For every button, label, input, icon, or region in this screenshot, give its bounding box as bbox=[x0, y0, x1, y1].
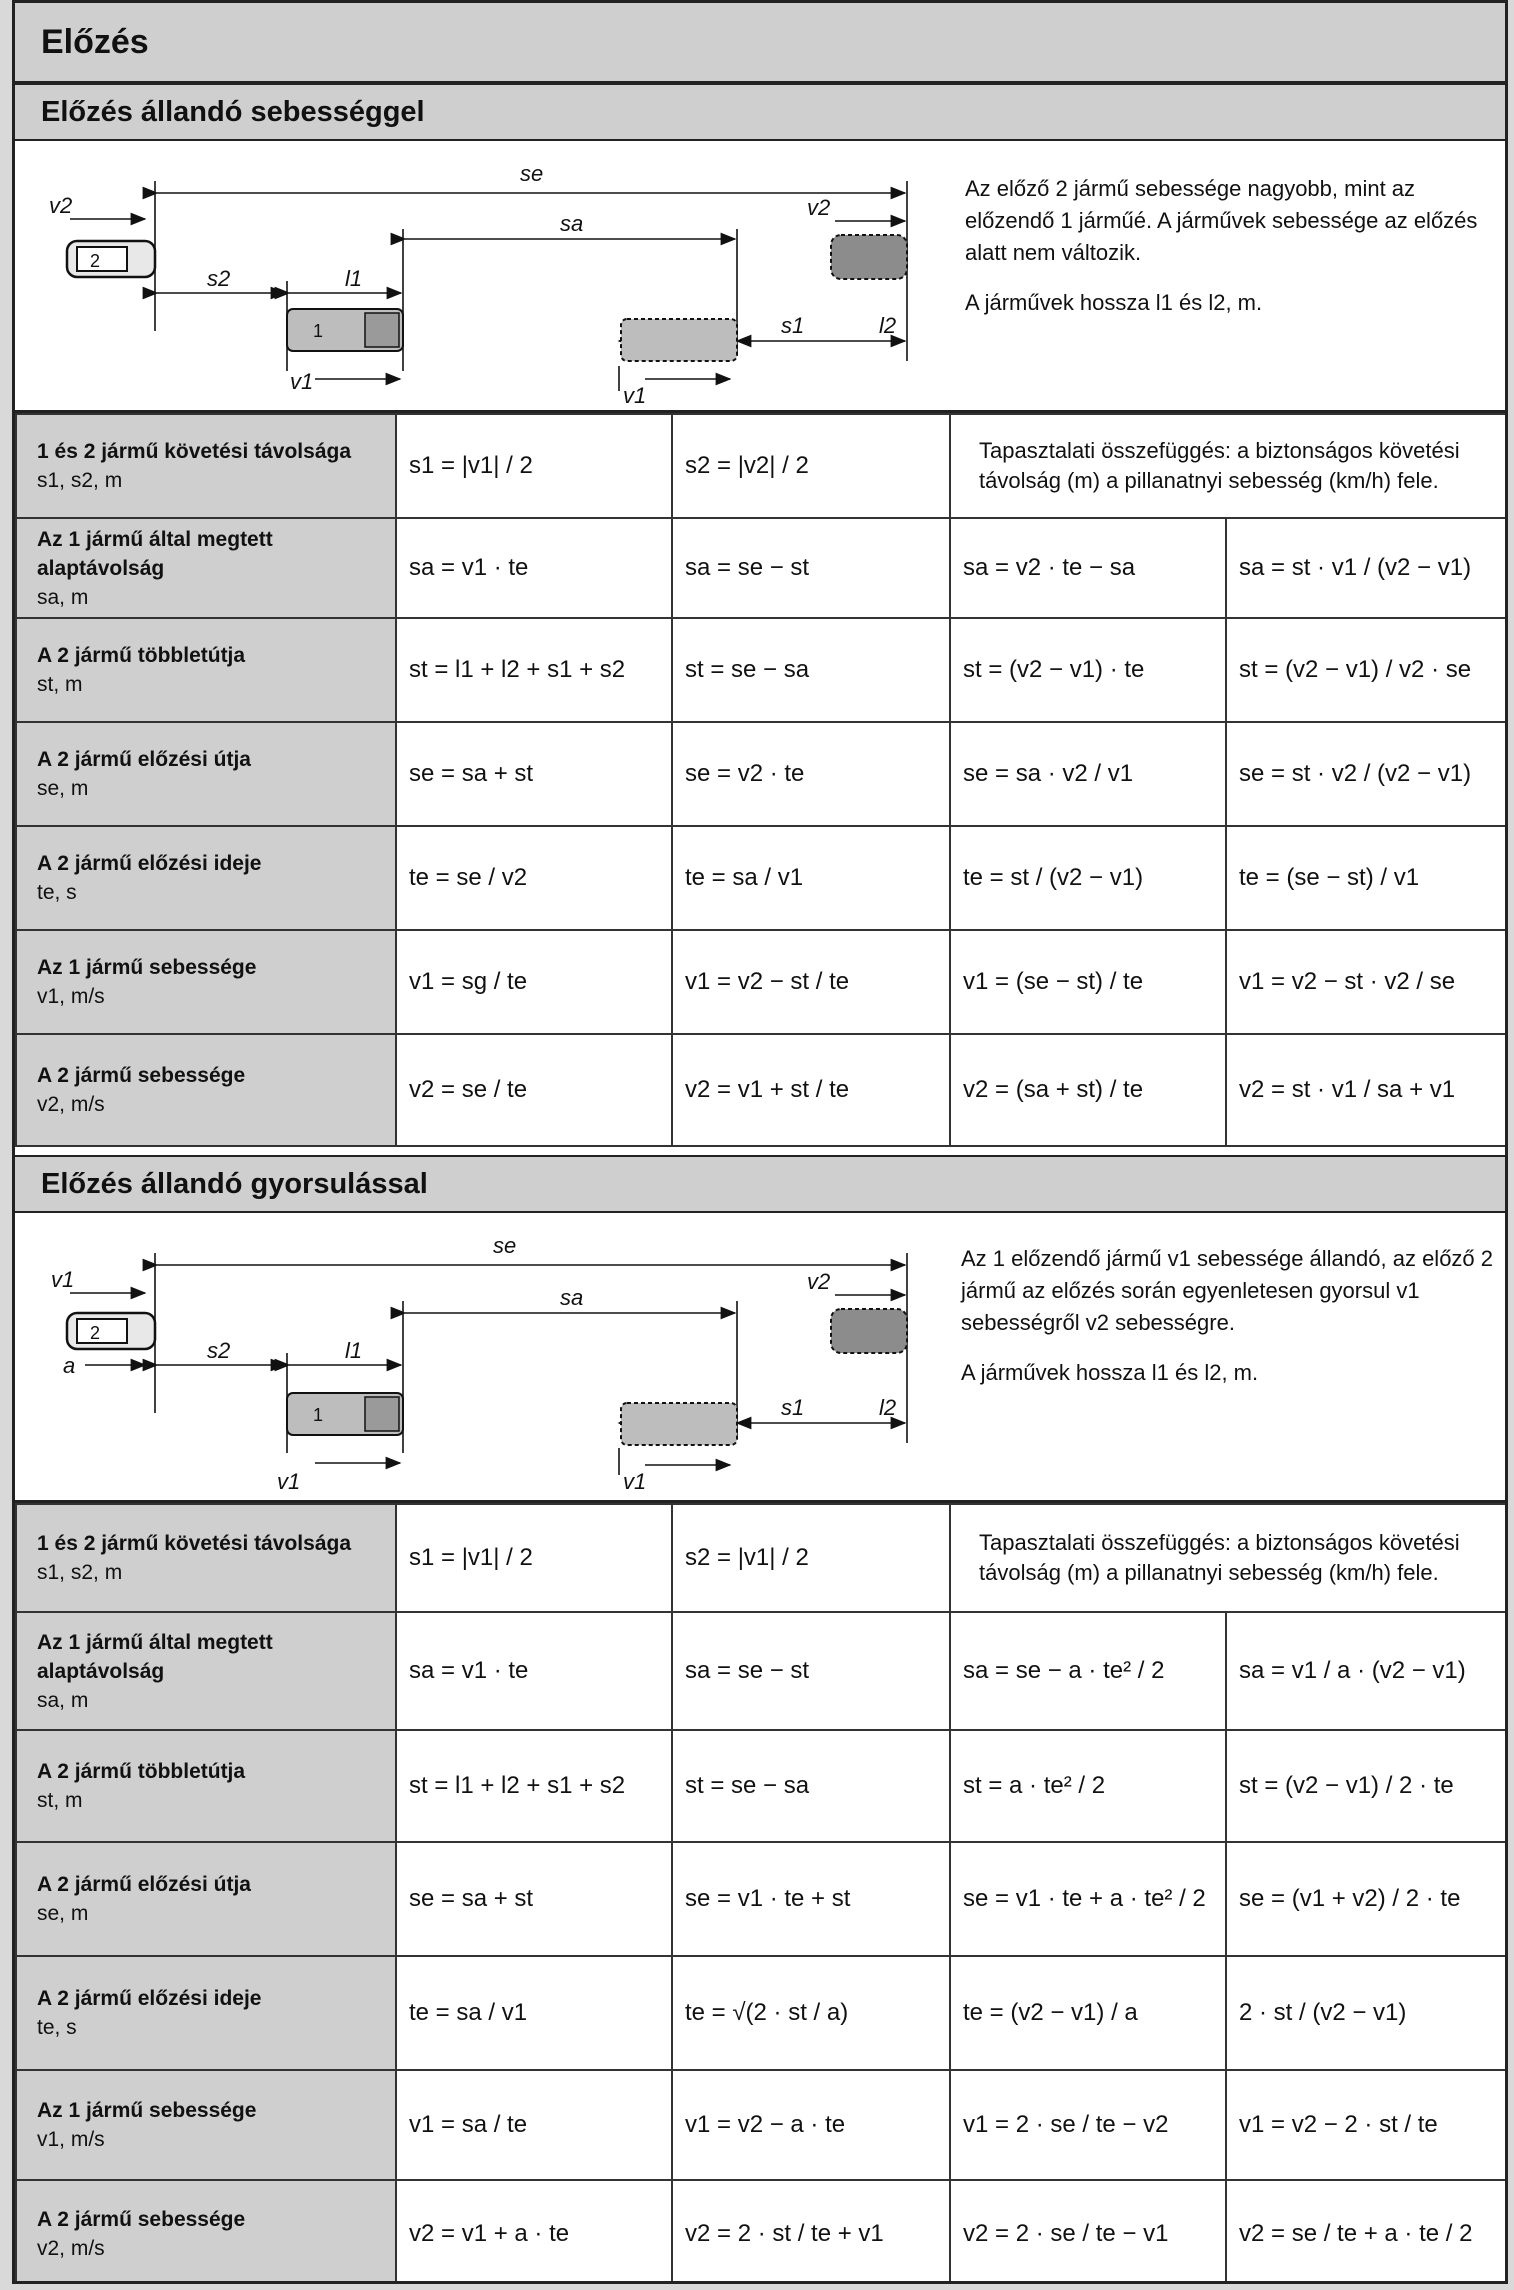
quantity-name: A 2 jármű többletútja bbox=[37, 1760, 246, 1783]
label-v2-2: v2 bbox=[807, 1269, 831, 1294]
document-page bbox=[12, 0, 1508, 2284]
formula: st = se − sa bbox=[685, 1772, 810, 1799]
label-s2: s2 bbox=[207, 266, 231, 291]
row-label bbox=[16, 930, 396, 1034]
formula: st = (v2 − v1) · te bbox=[963, 656, 1145, 683]
quantity-name: A 2 jármű előzési ideje bbox=[37, 852, 262, 875]
formula: v1 = 2 · se / te − v2 bbox=[963, 2111, 1169, 2138]
formula-row bbox=[16, 826, 1508, 930]
formula-cell bbox=[1226, 518, 1508, 618]
formula: s1 = |v1| / 2 bbox=[409, 1544, 533, 1571]
row-label bbox=[16, 722, 396, 826]
formula-cell bbox=[1226, 2180, 1508, 2284]
formula-cell bbox=[672, 722, 950, 826]
quantity-name: A 2 jármű előzési útja bbox=[37, 1873, 251, 1896]
formula: se = (v1 + v2) / 2 · te bbox=[1239, 1885, 1461, 1912]
formula-cell bbox=[950, 2180, 1226, 2284]
formula-cell bbox=[1226, 1842, 1508, 1956]
formula-cell bbox=[1226, 618, 1508, 722]
formula-row bbox=[16, 618, 1508, 722]
quantity-unit: se, m bbox=[37, 1902, 89, 1925]
label-s1: s1 bbox=[781, 313, 805, 338]
overtaking-diagram-1 bbox=[15, 141, 955, 411]
quantity-name: 1 és 2 jármű követési távolsága bbox=[37, 440, 352, 463]
formula-cell bbox=[672, 414, 950, 518]
label-se: se bbox=[520, 161, 544, 186]
formula: te = (v2 − v1) / a bbox=[963, 1999, 1138, 2026]
section1-description bbox=[965, 173, 1485, 337]
formula-cell bbox=[950, 2070, 1226, 2180]
formula-cell bbox=[672, 2070, 950, 2180]
label-l2: l2 bbox=[879, 313, 897, 338]
formula-cell bbox=[950, 1956, 1226, 2070]
row-label bbox=[16, 518, 396, 618]
formula: sa = se − st bbox=[685, 554, 810, 581]
formula-cell bbox=[396, 1504, 672, 1612]
label-v1-right: v1 bbox=[623, 383, 647, 408]
label-s1-2: s1 bbox=[781, 1395, 805, 1420]
formula: 2 · st / (v2 − v1) bbox=[1239, 1999, 1407, 2026]
row-label bbox=[16, 1730, 396, 1842]
formula: v2 = se / te bbox=[409, 1076, 528, 1103]
row-label bbox=[16, 414, 396, 518]
section1-desc-1: Az előző 2 jármű sebessége nagyobb, mint az előzendő 1 járműé. A járművek sebessége az előzés alatt nem változik. bbox=[965, 176, 1478, 265]
formula-cell bbox=[1226, 2070, 1508, 2180]
quantity-name: A 2 jármű sebessége bbox=[37, 2208, 246, 2231]
formula-cell bbox=[672, 1504, 950, 1612]
formula: te = sa / v1 bbox=[685, 864, 804, 891]
formula-cell bbox=[396, 2070, 672, 2180]
formula: v1 = sg / te bbox=[409, 968, 528, 995]
formula: sa = st · v1 / (v2 − v1) bbox=[1239, 554, 1472, 581]
formula-row bbox=[16, 1612, 1508, 1730]
quantity-unit: te, s bbox=[37, 881, 77, 904]
formula: se = st · v2 / (v2 − v1) bbox=[1239, 760, 1472, 787]
formula: sa = se − st bbox=[685, 1657, 810, 1684]
formula-cell bbox=[396, 930, 672, 1034]
section2-desc-2: A járművek hossza l1 és l2, m. bbox=[961, 1360, 1259, 1385]
row-label bbox=[16, 1034, 396, 1146]
label-sa: sa bbox=[560, 211, 584, 236]
label-v1-2: v1 bbox=[51, 1267, 75, 1292]
quantity-name: A 2 jármű sebessége bbox=[37, 1064, 246, 1087]
formula-row bbox=[16, 930, 1508, 1034]
formula: se = v1 · te + st bbox=[685, 1885, 851, 1912]
quantity-name: A 2 jármű előzési ideje bbox=[37, 1987, 262, 2010]
formula: s2 = |v1| / 2 bbox=[685, 1544, 809, 1571]
formula: sa = v1 · te bbox=[409, 1657, 529, 1684]
label-l2-2: l2 bbox=[879, 1395, 897, 1420]
label-v1c-2: v1 bbox=[623, 1469, 647, 1494]
formula-cell bbox=[1226, 930, 1508, 1034]
label-l1: l1 bbox=[345, 266, 363, 291]
formula-cell bbox=[672, 2180, 950, 2284]
formula: v2 = (sa + st) / te bbox=[963, 1076, 1144, 1103]
formula-cell bbox=[396, 826, 672, 930]
quantity-unit: st, m bbox=[37, 1789, 83, 1812]
row-label bbox=[16, 1504, 396, 1612]
row-label bbox=[16, 2070, 396, 2180]
formula-cell bbox=[672, 1612, 950, 1730]
section1-diagram bbox=[15, 141, 1505, 413]
label-se-2: se bbox=[493, 1233, 517, 1258]
formula-cell bbox=[672, 518, 950, 618]
car-2-label: 2 bbox=[90, 251, 101, 271]
formula: st = (v2 − v1) / 2 · te bbox=[1239, 1772, 1454, 1799]
formula: se = sa + st bbox=[409, 760, 534, 787]
car-2-label-2: 2 bbox=[90, 1323, 101, 1343]
formula: se = sa + st bbox=[409, 1885, 534, 1912]
formula-cell bbox=[396, 722, 672, 826]
label-v2: v2 bbox=[49, 193, 73, 218]
row-label bbox=[16, 1842, 396, 1956]
page-title: Előzés bbox=[15, 3, 1505, 83]
formula-cell bbox=[950, 1842, 1226, 1956]
quantity-name: Az 1 jármű által megtett alaptávolság bbox=[37, 1630, 273, 1683]
formula: st = se − sa bbox=[685, 656, 810, 683]
quantity-unit: s1, s2, m bbox=[37, 1561, 123, 1584]
formula: te = sa / v1 bbox=[409, 1999, 528, 2026]
formula: s1 = |v1| / 2 bbox=[409, 452, 533, 479]
formula-cell bbox=[672, 826, 950, 930]
quantity-unit: se, m bbox=[37, 777, 89, 800]
formula-row bbox=[16, 1504, 1508, 1612]
formula: te = (se − st) / v1 bbox=[1239, 864, 1420, 891]
formula-cell bbox=[396, 1730, 672, 1842]
rule-of-thumb-note: Tapasztalati összefüggés: a biztonságos követési távolság (m) a pillanatnyi sebesség (km/h) fele. bbox=[950, 1504, 1508, 1612]
section2-diagram bbox=[15, 1213, 1505, 1503]
formula-cell bbox=[950, 1612, 1226, 1730]
label-l1-2: l1 bbox=[345, 1338, 363, 1363]
formula: te = st / (v2 − v1) bbox=[963, 864, 1144, 891]
formula-cell bbox=[396, 618, 672, 722]
section2-description bbox=[961, 1243, 1506, 1407]
formula-row bbox=[16, 1956, 1508, 2070]
formula-row bbox=[16, 722, 1508, 826]
formula-table-1 bbox=[15, 413, 1508, 1147]
formula-cell bbox=[672, 1730, 950, 1842]
formula: sa = v1 · te bbox=[409, 554, 529, 581]
quantity-unit: sa, m bbox=[37, 585, 89, 609]
formula: se = v1 · te + a · te² / 2 bbox=[963, 1885, 1206, 1912]
quantity-unit: s1, s2, m bbox=[37, 469, 123, 492]
formula: te = se / v2 bbox=[409, 864, 528, 891]
quantity-name: A 2 jármű többletútja bbox=[37, 644, 246, 667]
formula: te = √(2 · st / a) bbox=[685, 1999, 849, 2026]
formula-cell bbox=[396, 1034, 672, 1146]
label-v1: v1 bbox=[290, 369, 314, 394]
formula-cell bbox=[672, 930, 950, 1034]
formula: se = v2 · te bbox=[685, 760, 805, 787]
quantity-unit: st, m bbox=[37, 673, 83, 696]
car-1-label-2: 1 bbox=[313, 1405, 324, 1425]
formula: se = sa · v2 / v1 bbox=[963, 760, 1134, 787]
formula-cell bbox=[1226, 722, 1508, 826]
formula-cell bbox=[950, 826, 1226, 930]
formula-cell bbox=[396, 1612, 672, 1730]
formula-cell bbox=[950, 518, 1226, 618]
row-label bbox=[16, 1956, 396, 2070]
formula-cell bbox=[672, 1034, 950, 1146]
formula-cell bbox=[396, 2180, 672, 2284]
formula: v2 = 2 · se / te − v1 bbox=[963, 2220, 1169, 2247]
car-1-label: 1 bbox=[313, 321, 324, 341]
section2-desc-1: Az 1 előzendő jármű v1 sebessége állandó, az előző 2 jármű az előzés során egyenletesen gyorsul v1 sebességről v2 sebességre. bbox=[961, 1246, 1494, 1335]
formula: sa = se − a · te² / 2 bbox=[963, 1657, 1165, 1684]
formula-cell bbox=[1226, 1034, 1508, 1146]
formula-cell bbox=[950, 1034, 1226, 1146]
formula: v1 = sa / te bbox=[409, 2111, 528, 2138]
formula: st = a · te² / 2 bbox=[963, 1772, 1106, 1799]
quantity-name: Az 1 jármű által megtett alaptávolság bbox=[37, 527, 273, 580]
quantity-name: Az 1 jármű sebessége bbox=[37, 956, 257, 979]
formula: v1 = v2 − 2 · st / te bbox=[1239, 2111, 1438, 2138]
formula-row bbox=[16, 2180, 1508, 2284]
section1-title: Előzés állandó sebességgel bbox=[15, 83, 1505, 141]
formula: v1 = v2 − st · v2 / se bbox=[1239, 968, 1456, 995]
row-label bbox=[16, 2180, 396, 2284]
formula-cell bbox=[950, 1730, 1226, 1842]
formula-cell bbox=[672, 618, 950, 722]
formula-cell bbox=[672, 1842, 950, 1956]
formula: v2 = v1 + a · te bbox=[409, 2220, 570, 2247]
formula-row bbox=[16, 414, 1508, 518]
quantity-unit: sa, m bbox=[37, 1688, 89, 1712]
quantity-name: A 2 jármű előzési útja bbox=[37, 748, 251, 771]
formula-cell bbox=[672, 1956, 950, 2070]
formula: v1 = (se − st) / te bbox=[963, 968, 1144, 995]
formula: v2 = v1 + st / te bbox=[685, 1076, 850, 1103]
formula-cell bbox=[1226, 1956, 1508, 2070]
formula: v2 = se / te + a · te / 2 bbox=[1239, 2220, 1473, 2247]
formula-cell bbox=[950, 722, 1226, 826]
formula-table-2 bbox=[15, 1503, 1508, 2284]
label-s2-2: s2 bbox=[207, 1338, 231, 1363]
section1-desc-2: A járművek hossza l1 és l2, m. bbox=[965, 290, 1263, 315]
quantity-name: 1 és 2 jármű követési távolsága bbox=[37, 1532, 352, 1555]
rule-of-thumb-note: Tapasztalati összefüggés: a biztonságos követési távolság (m) a pillanatnyi sebesség (km/h) fele. bbox=[950, 414, 1508, 518]
formula: sa = v2 · te − sa bbox=[963, 554, 1136, 581]
formula-cell bbox=[396, 518, 672, 618]
formula-row bbox=[16, 1034, 1508, 1146]
row-label bbox=[16, 618, 396, 722]
formula-cell bbox=[396, 1956, 672, 2070]
formula: sa = v1 / a · (v2 − v1) bbox=[1239, 1657, 1466, 1684]
row-label bbox=[16, 826, 396, 930]
formula: st = l1 + l2 + s1 + s2 bbox=[409, 1772, 626, 1799]
overtaking-diagram-2 bbox=[15, 1213, 955, 1499]
formula-cell bbox=[1226, 1730, 1508, 1842]
formula: s2 = |v2| / 2 bbox=[685, 452, 809, 479]
formula-row bbox=[16, 2070, 1508, 2180]
formula: v1 = v2 − st / te bbox=[685, 968, 850, 995]
formula: v1 = v2 − a · te bbox=[685, 2111, 846, 2138]
quantity-unit: v2, m/s bbox=[37, 1093, 105, 1116]
label-v1b-2: v1 bbox=[277, 1469, 301, 1494]
section2-title: Előzés állandó gyorsulással bbox=[15, 1155, 1505, 1213]
label-v2-right: v2 bbox=[807, 195, 831, 220]
quantity-unit: v1, m/s bbox=[37, 985, 105, 1008]
label-sa-2: sa bbox=[560, 1285, 584, 1310]
formula-cell bbox=[396, 1842, 672, 1956]
formula-cell bbox=[950, 930, 1226, 1034]
formula-row bbox=[16, 1730, 1508, 1842]
quantity-unit: v2, m/s bbox=[37, 2237, 105, 2260]
label-a: a bbox=[63, 1353, 76, 1378]
row-label bbox=[16, 1612, 396, 1730]
formula: v2 = 2 · st / te + v1 bbox=[685, 2220, 884, 2247]
formula-cell bbox=[396, 414, 672, 518]
formula-row bbox=[16, 518, 1508, 618]
formula: st = (v2 − v1) / v2 · se bbox=[1239, 656, 1472, 683]
quantity-unit: te, s bbox=[37, 2016, 77, 2039]
formula-cell bbox=[1226, 826, 1508, 930]
formula: v2 = st · v1 / sa + v1 bbox=[1239, 1076, 1456, 1103]
formula-cell bbox=[950, 618, 1226, 722]
quantity-unit: v1, m/s bbox=[37, 2128, 105, 2151]
formula: st = l1 + l2 + s1 + s2 bbox=[409, 656, 626, 683]
quantity-name: Az 1 jármű sebessége bbox=[37, 2099, 257, 2122]
formula-cell bbox=[1226, 1612, 1508, 1730]
formula-row bbox=[16, 1842, 1508, 1956]
